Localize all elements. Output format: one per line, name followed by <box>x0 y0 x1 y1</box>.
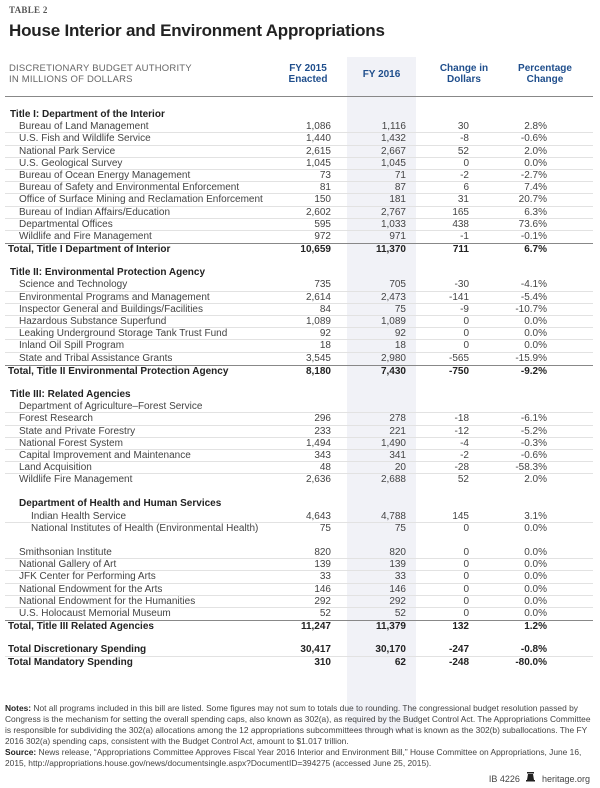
pct-value: -4.1% <box>520 279 547 291</box>
table-row <box>5 571 593 583</box>
fy2015-value: 18 <box>319 340 331 352</box>
change-value: 132 <box>452 621 469 633</box>
section-heading-label: Title I: Department of the Interior <box>10 109 165 120</box>
change-value: 0 <box>463 328 469 340</box>
row-label: Inspector General and Buildings/Facilities <box>19 303 203 315</box>
fy2016-value: 139 <box>389 559 406 571</box>
change-value: 438 <box>452 218 469 230</box>
spacer <box>5 535 593 547</box>
fy2016-value: 2,688 <box>380 474 406 486</box>
fy2015-value: 2,602 <box>305 206 331 218</box>
table-row <box>5 340 593 352</box>
row-label: State and Private Forestry <box>19 425 136 437</box>
change-value: 52 <box>457 474 469 486</box>
row-label: Total, Title II Environmental Protection Agency <box>8 365 229 377</box>
column-header-line: FY 2015 <box>289 63 327 74</box>
pct-value: 2.8% <box>524 121 547 133</box>
fy2016-value: 52 <box>394 607 406 619</box>
row-label: Total Mandatory Spending <box>8 656 133 668</box>
row-label: Indian Health Service <box>31 510 127 522</box>
fy2016-value: 341 <box>389 449 406 461</box>
row-label: Smithsonian Institute <box>19 547 112 558</box>
row-label: Environmental Programs and Management <box>19 291 210 303</box>
fy2016-value: 75 <box>394 522 406 534</box>
row-label: Land Acquisition <box>19 462 92 474</box>
pct-value: 0.0% <box>524 328 547 340</box>
fy2016-value: 221 <box>389 425 406 437</box>
subheading-hhs <box>5 498 593 510</box>
table-row <box>5 511 593 523</box>
column-header-line: Percentage <box>518 63 572 74</box>
row-label: JFK Center for Performing Arts <box>19 571 156 583</box>
row-label: State and Tribal Assistance Grants <box>19 352 173 364</box>
spacer <box>5 255 593 267</box>
fy2015-value: 48 <box>319 462 331 474</box>
row-label: Bureau of Land Management <box>19 121 149 133</box>
notes-text: Not all programs included in this bill are listed. Some figures may not sum to totals due to rounding. The congressional budget resolution passed by Congress is the mechanism for setting the overall spending caps, also known as 302(a), as required by the Budget Control Act. The Appropriations Committee is responsible for subdividing the 302(a) allocations among the 12 appropriations subcommittees through what is known as the 302(b) suballocations. The FY 2016 302(a) spending caps, consistent with the Budget Control Act, amount to $1.017 trillion. <box>5 703 591 746</box>
change-value: -1 <box>460 230 469 242</box>
pct-value: -5.2% <box>520 425 547 437</box>
fy2016-value: 2,767 <box>380 206 406 218</box>
pct-value: 0.0% <box>524 571 547 583</box>
table-row <box>5 450 593 462</box>
fy2016-value: 2,980 <box>380 352 406 364</box>
change-value: 52 <box>457 145 469 157</box>
column-header-line: FY 2016 <box>362 69 401 80</box>
pct-value: 2.0% <box>524 145 547 157</box>
table-row <box>5 584 593 596</box>
fy2015-value: 2,615 <box>305 145 331 157</box>
row-label: Capital Improvement and Maintenance <box>19 449 191 461</box>
table-row <box>5 146 593 158</box>
unit-label-line1: DISCRETIONARY BUDGET AUTHORITY <box>9 63 192 74</box>
fy2015-value: 233 <box>314 425 331 437</box>
pct-value: -9.2% <box>520 365 547 377</box>
spacer <box>5 632 593 644</box>
subheading-agriculture <box>5 401 593 413</box>
notes-block <box>5 703 595 769</box>
pct-value: 3.1% <box>524 510 547 522</box>
fy2015-value: 296 <box>314 413 331 425</box>
column-header-change-dollars <box>432 63 496 85</box>
fy2015-value: 73 <box>319 169 331 181</box>
section-heading-title-3 <box>5 389 593 401</box>
fy2015-value: 33 <box>319 571 331 583</box>
pct-value: -0.6% <box>520 133 547 145</box>
change-value: -750 <box>448 365 469 377</box>
fy2015-value: 8,180 <box>305 365 331 377</box>
row-label: National Forest System <box>19 437 123 449</box>
pct-value: 0.0% <box>524 316 547 327</box>
change-value: 0 <box>463 571 469 583</box>
table-row <box>5 523 593 535</box>
fy2016-value: 146 <box>389 583 406 595</box>
fy2016-value: 7,430 <box>380 365 406 377</box>
change-value: 0 <box>463 583 469 595</box>
table-row <box>5 182 593 194</box>
row-label: Science and Technology <box>19 279 128 291</box>
notes-label: Notes: <box>5 703 32 713</box>
change-value: 165 <box>452 206 469 218</box>
pct-value: -5.4% <box>520 291 547 303</box>
budget-table <box>5 101 593 669</box>
liberty-bell-icon <box>526 772 535 784</box>
fy2016-value: 1,432 <box>380 133 406 145</box>
table-row <box>5 133 593 145</box>
table-row <box>5 231 593 243</box>
pct-value: 0.0% <box>524 547 547 558</box>
fy2016-value: 1,089 <box>380 316 406 327</box>
fy2015-value: 2,614 <box>305 291 331 303</box>
page-title: House Interior and Environment Appropriations <box>9 21 385 40</box>
pct-value: 73.6% <box>518 218 547 230</box>
change-value: 0 <box>463 595 469 607</box>
column-header-percentage-change <box>510 63 580 85</box>
change-value: -28 <box>454 462 469 474</box>
header-divider <box>5 96 593 97</box>
footer <box>489 772 590 784</box>
pct-value: 6.3% <box>524 206 547 218</box>
pct-value: 6.7% <box>524 244 547 256</box>
spacer <box>5 377 593 389</box>
row-label: Hazardous Substance Superfund <box>19 316 167 327</box>
fy2015-value: 1,045 <box>305 157 331 169</box>
pct-value: 0.0% <box>524 157 547 169</box>
spacer <box>5 101 593 109</box>
fy2016-value: 87 <box>394 182 406 194</box>
fy2015-value: 735 <box>314 279 331 291</box>
change-value: 30 <box>457 121 469 133</box>
change-value: 0 <box>463 559 469 571</box>
pct-value: -0.1% <box>520 230 547 242</box>
fy2015-value: 1,089 <box>305 316 331 327</box>
table-row <box>5 158 593 170</box>
table-row <box>5 219 593 231</box>
pct-value: -15.9% <box>515 352 547 364</box>
total-row-title-3 <box>5 620 593 632</box>
unit-label <box>9 63 192 85</box>
change-value: 31 <box>457 194 469 206</box>
total-discretionary-row <box>5 644 593 656</box>
change-value: -565 <box>448 352 469 364</box>
fy2015-value: 30,417 <box>300 644 331 656</box>
change-value: 0 <box>463 316 469 327</box>
fy2015-value: 972 <box>314 230 331 242</box>
table-row <box>5 438 593 450</box>
fy2015-value: 595 <box>314 218 331 230</box>
table-row <box>5 426 593 438</box>
fy2015-value: 1,440 <box>305 133 331 145</box>
change-value: -2 <box>460 169 469 181</box>
fy2015-value: 1,494 <box>305 437 331 449</box>
spacer <box>5 486 593 498</box>
row-label: Total Discretionary Spending <box>8 644 147 656</box>
pct-value: -80.0% <box>515 656 547 668</box>
table-label: TABLE 2 <box>9 5 48 15</box>
fy2015-value: 4,643 <box>305 510 331 522</box>
fy2016-value: 30,170 <box>375 644 406 656</box>
fy2015-value: 310 <box>314 656 331 668</box>
change-value: 0 <box>463 157 469 169</box>
column-header-line: Change in <box>439 63 489 74</box>
fy2016-value: 1,045 <box>380 157 406 169</box>
fy2015-value: 81 <box>319 182 331 194</box>
column-header-line: Change <box>526 74 564 85</box>
table-row <box>5 596 593 608</box>
change-value: -247 <box>448 644 469 656</box>
pct-value: -2.7% <box>520 169 547 181</box>
row-label: Total, Title III Related Agencies <box>8 621 154 633</box>
pct-value: -10.7% <box>515 303 547 315</box>
row-label: National Gallery of Art <box>19 559 117 571</box>
notes-paragraph <box>5 703 595 747</box>
row-label: Leaking Underground Storage Tank Trust Fund <box>19 328 228 340</box>
change-value: 711 <box>452 244 469 256</box>
fy2015-value: 75 <box>319 522 331 534</box>
row-label: Wildlife Fire Management <box>19 474 133 486</box>
table-row <box>5 194 593 206</box>
total-row-title-1 <box>5 243 593 255</box>
fy2015-value: 92 <box>319 328 331 340</box>
change-value: 145 <box>452 510 469 522</box>
section-heading-label: Title III: Related Agencies <box>10 388 131 400</box>
fy2016-value: 705 <box>389 279 406 291</box>
table-row <box>5 207 593 219</box>
pct-value: 0.0% <box>524 607 547 619</box>
fy2016-value: 20 <box>394 462 406 474</box>
fy2016-value: 820 <box>389 547 406 558</box>
row-label: Department of Health and Human Services <box>19 498 222 510</box>
fy2016-value: 11,379 <box>375 621 406 633</box>
pct-value: 20.7% <box>518 194 547 206</box>
section-heading-label: Title II: Environmental Protection Agency <box>10 267 206 279</box>
row-label: Bureau of Ocean Energy Management <box>19 169 191 181</box>
change-value: -9 <box>460 303 469 315</box>
table-row <box>5 121 593 133</box>
row-label: Forest Research <box>19 413 93 425</box>
row-label: Department of Agriculture–Forest Service <box>19 401 203 413</box>
table-row <box>5 462 593 474</box>
table-row <box>5 474 593 486</box>
pct-value: 0.0% <box>524 522 547 534</box>
row-label: National Park Service <box>19 145 116 157</box>
fy2015-value: 84 <box>319 303 331 315</box>
row-label: National Endowment for the Arts <box>19 583 163 595</box>
column-header-fy2015 <box>276 63 340 85</box>
fy2015-value: 292 <box>314 595 331 607</box>
column-header-line: Dollars <box>447 74 481 85</box>
pct-value: 0.0% <box>524 559 547 571</box>
table-row <box>5 413 593 425</box>
fy2016-value: 1,033 <box>380 218 406 230</box>
fy2015-value: 3,545 <box>305 352 331 364</box>
fy2016-value: 92 <box>394 328 406 340</box>
row-label: National Institutes of Health (Environmental Health) <box>31 522 259 534</box>
table-row <box>5 279 593 291</box>
fy2016-value: 1,116 <box>381 121 406 133</box>
fy2015-value: 2,636 <box>305 474 331 486</box>
fy2016-value: 33 <box>394 571 406 583</box>
row-label: Total, Title I Department of Interior <box>8 244 171 256</box>
row-label: U.S. Holocaust Memorial Museum <box>19 607 171 619</box>
fy2015-value: 146 <box>314 583 331 595</box>
pct-value: 1.2% <box>524 621 547 633</box>
pct-value: -0.6% <box>520 449 547 461</box>
fy2016-value: 4,788 <box>380 510 406 522</box>
fy2016-value: 75 <box>394 303 406 315</box>
row-label: Wildlife and Fire Management <box>19 230 152 242</box>
row-label: Office of Surface Mining and Reclamation Enforcement <box>19 194 263 206</box>
fy2016-value: 278 <box>389 413 406 425</box>
change-value: -8 <box>460 133 469 145</box>
fy2016-value: 2,473 <box>380 291 406 303</box>
table-row <box>5 328 593 340</box>
fy2016-value: 62 <box>394 656 406 668</box>
total-mandatory-row <box>5 657 593 669</box>
change-value: -30 <box>454 279 469 291</box>
fy2016-value: 18 <box>394 340 406 352</box>
row-label: U.S. Geological Survey <box>19 157 123 169</box>
fy2015-value: 820 <box>314 547 331 558</box>
fy2015-value: 10,659 <box>300 244 331 256</box>
pct-value: 0.0% <box>524 583 547 595</box>
table-row <box>5 547 593 559</box>
column-header-line: Enacted <box>288 74 328 85</box>
document-id: IB 4226 <box>488 774 520 784</box>
fy2016-value: 971 <box>389 230 406 242</box>
source-text: News release, “Appropriations Committee Approves Fiscal Year 2016 Interior and Environment Bill,” House Committee on Appropriations, June 16, 2015, http://appropriations.house.gov/news/documentsingle.aspx?DocumentID=394275 (accessed June 25, 2015). <box>5 747 582 768</box>
fy2015-value: 343 <box>314 449 331 461</box>
change-value: 0 <box>463 607 469 619</box>
row-label: Bureau of Safety and Environmental Enforcement <box>19 182 240 194</box>
fy2016-value: 2,667 <box>380 145 406 157</box>
section-heading-title-1 <box>5 109 593 121</box>
pct-value: 0.0% <box>524 340 547 352</box>
row-label: Bureau of Indian Affairs/Education <box>19 206 171 218</box>
change-value: 6 <box>463 182 469 194</box>
table-row <box>5 608 593 620</box>
fy2016-value: 292 <box>389 595 406 607</box>
table-row <box>5 292 593 304</box>
change-value: -4 <box>460 437 469 449</box>
pct-value: -0.3% <box>520 437 547 449</box>
fy2016-value: 181 <box>389 194 406 206</box>
pct-value: 0.0% <box>524 595 547 607</box>
column-header-fy2016 <box>347 69 416 80</box>
change-value: 0 <box>463 340 469 352</box>
change-value: -141 <box>448 291 469 303</box>
pct-value: -6.1% <box>520 413 547 425</box>
fy2015-value: 11,247 <box>300 621 331 633</box>
row-label: U.S. Fish and Wildlife Service <box>19 133 151 145</box>
fy2016-value: 11,370 <box>375 244 406 256</box>
source-paragraph <box>5 747 595 769</box>
change-value: -2 <box>460 449 469 461</box>
change-value: -12 <box>454 425 469 437</box>
source-label: Source: <box>5 747 37 757</box>
pct-value: -58.3% <box>515 462 547 474</box>
change-value: -248 <box>448 656 469 668</box>
fy2016-value: 1,490 <box>380 437 406 449</box>
pct-value: 7.4% <box>524 182 547 194</box>
row-label: Departmental Offices <box>19 218 113 230</box>
table-row <box>5 559 593 571</box>
site-link[interactable]: heritage.org <box>541 774 590 784</box>
fy2015-value: 150 <box>314 194 331 206</box>
section-heading-title-2 <box>5 267 593 279</box>
row-label: National Endowment for the Humanities <box>19 595 196 607</box>
unit-label-line2: IN MILLIONS OF DOLLARS <box>9 74 133 85</box>
fy2015-value: 1,086 <box>305 121 331 133</box>
row-label: Inland Oil Spill Program <box>19 340 125 352</box>
fy2015-value: 139 <box>314 559 331 571</box>
table-row <box>5 170 593 182</box>
change-value: 0 <box>463 522 469 534</box>
pct-value: -0.8% <box>520 644 547 656</box>
change-value: -18 <box>454 413 469 425</box>
table-row <box>5 353 593 365</box>
total-row-title-2 <box>5 365 593 377</box>
pct-value: 2.0% <box>524 474 547 486</box>
table-row <box>5 316 593 328</box>
fy2015-value: 52 <box>319 607 331 619</box>
fy2016-value: 71 <box>394 169 406 181</box>
table-row <box>5 304 593 316</box>
change-value: 0 <box>463 547 469 558</box>
